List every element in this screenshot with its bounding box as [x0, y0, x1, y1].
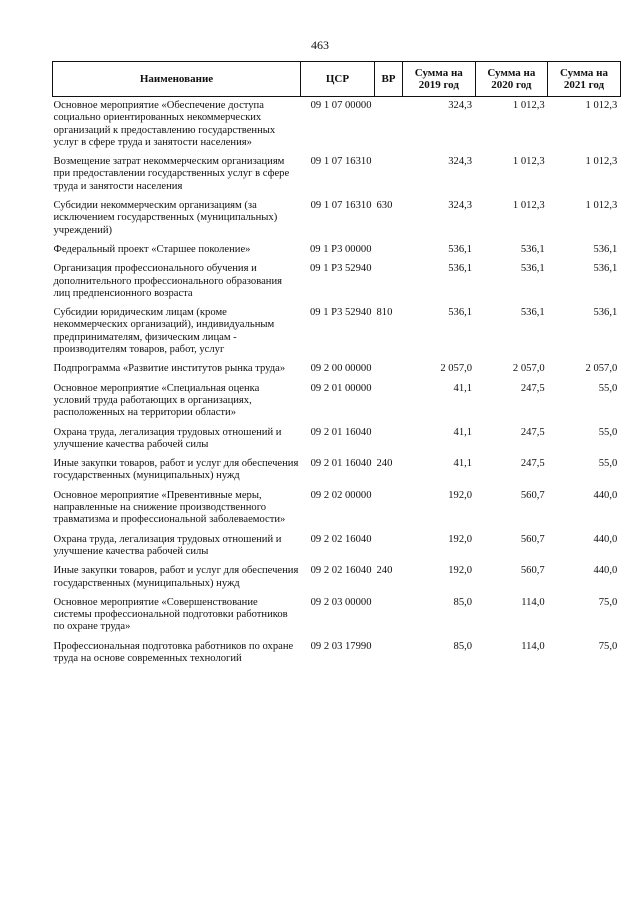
row-vr [375, 534, 403, 566]
row-sum-2019: 41,1 [453, 426, 473, 438]
table-header-row [53, 62, 621, 97]
header-sum-2021: Сумма на 2021 год [548, 62, 621, 97]
table-row [53, 641, 621, 673]
table-row [53, 244, 621, 263]
row-name: Основное мероприятие «Специальная оценка условий труда работающих в организациях, расположенных на территории области» [53, 382, 260, 419]
table-row [53, 534, 621, 566]
row-name: Основное мероприятие «Обеспечение доступа социально ориентированных некоммерческих организаций к предоставлению государственных услуг в сфере труда и занятости населения» [53, 100, 276, 148]
row-csr: 09 2 02 16040 [310, 565, 372, 577]
row-sum-2021: 1 012,3 [585, 100, 618, 111]
row-sum-2021: 55,0 [598, 426, 618, 438]
row-vr [375, 244, 403, 263]
row-sum-2019: 192,0 [448, 489, 473, 501]
row-sum-2020: 560,7 [520, 533, 545, 545]
row-sum-2021: 2 057,0 [585, 363, 618, 375]
row-sum-2020: 2 057,0 [512, 363, 545, 375]
row-name: Федеральный проект «Старшее поколение» [53, 243, 251, 255]
row-vr [375, 427, 403, 459]
row-sum-2020: 1 012,3 [512, 200, 545, 212]
table-row [53, 490, 621, 534]
row-name: Иные закупки товаров, работ и услуг для обеспечения государственных (муниципальных) нужд [53, 565, 299, 589]
row-sum-2021: 75,0 [598, 640, 618, 652]
row-vr [375, 363, 403, 382]
row-name: Возмещение затрат некоммерческим организациям при предоставлении государственных услуг в сфере труда и занятости населения [53, 156, 290, 192]
row-sum-2019: 324,3 [448, 100, 473, 111]
row-name: Иные закупки товаров, работ и услуг для обеспечения государственных (муниципальных) нужд [53, 458, 299, 482]
row-sum-2019: 192,0 [448, 565, 473, 577]
table-row [53, 200, 621, 244]
row-sum-2020: 1 012,3 [512, 156, 545, 168]
row-sum-2021: 1 012,3 [585, 200, 618, 212]
row-sum-2019: 41,1 [453, 382, 473, 394]
row-name: Основное мероприятие «Превентивные меры, направленные на снижение производственного травматизма и профессиональной заболеваемости» [53, 489, 286, 526]
table-row [53, 97, 621, 157]
row-vr [375, 641, 403, 673]
row-vr: 240 [376, 565, 393, 577]
row-sum-2019: 41,1 [453, 458, 473, 470]
page-number: 463 [311, 38, 329, 52]
row-vr [375, 490, 403, 534]
row-csr: 09 2 02 16040 [310, 533, 372, 545]
row-sum-2021: 440,0 [593, 565, 618, 577]
row-sum-2019: 192,0 [448, 533, 473, 545]
budget-table [52, 61, 621, 672]
row-sum-2021: 536,1 [593, 243, 618, 255]
row-csr: 09 2 01 16040 [310, 458, 372, 470]
table-row [53, 597, 621, 641]
row-csr: 09 2 01 16040 [310, 426, 372, 438]
row-sum-2020: 114,0 [521, 596, 545, 608]
row-sum-2019: 324,3 [448, 200, 473, 212]
row-sum-2019: 536,1 [448, 263, 473, 275]
row-sum-2019: 536,1 [448, 307, 473, 319]
row-vr [375, 97, 403, 157]
row-sum-2020: 560,7 [520, 565, 545, 577]
table-row [53, 156, 621, 200]
row-name: Профессиональная подготовка работников по охране труда на основе современных технологий [53, 640, 294, 664]
table-row [53, 307, 621, 363]
row-sum-2020: 114,0 [521, 640, 545, 652]
header-sum-2019: Сумма на 2019 год [403, 62, 476, 97]
row-sum-2019: 85,0 [453, 596, 473, 608]
row-sum-2021: 440,0 [593, 489, 618, 501]
table-row [53, 383, 621, 427]
header-vr: ВР [375, 62, 403, 97]
row-sum-2020: 247,5 [520, 458, 545, 470]
row-csr: 09 2 01 00000 [310, 382, 372, 394]
row-sum-2021: 1 012,3 [585, 156, 618, 168]
row-name: Подпрограмма «Развитие институтов рынка труда» [53, 363, 286, 375]
row-name: Охрана труда, легализация трудовых отношений и улучшение качества рабочей силы [53, 426, 282, 450]
row-name: Организация профессионального обучения и дополнительного профессионального образования лиц предпенсионного возраста [53, 263, 282, 299]
table-row [53, 565, 621, 597]
row-csr: 09 2 02 00000 [310, 489, 372, 501]
row-csr: 09 1 07 00000 [310, 100, 372, 111]
table-row [53, 263, 621, 307]
row-sum-2020: 247,5 [520, 382, 545, 394]
table-row [53, 427, 621, 459]
row-vr [375, 263, 403, 307]
row-vr: 240 [376, 458, 393, 470]
row-sum-2019: 2 057,0 [440, 363, 473, 375]
row-csr: 09 2 00 00000 [310, 363, 372, 375]
row-sum-2021: 536,1 [593, 263, 618, 275]
row-sum-2019: 85,0 [453, 640, 473, 652]
row-vr [375, 383, 403, 427]
row-vr [375, 156, 403, 200]
row-sum-2020: 536,1 [520, 243, 545, 255]
row-csr: 09 1 P3 52940 [309, 263, 372, 275]
row-vr [375, 597, 403, 641]
row-sum-2021: 55,0 [598, 382, 618, 394]
row-sum-2021: 440,0 [593, 533, 618, 545]
row-csr: 09 2 03 00000 [310, 596, 372, 608]
table-row [53, 363, 621, 382]
table-row [53, 458, 621, 490]
row-csr: 09 1 07 16310 [310, 156, 372, 168]
row-sum-2020: 1 012,3 [512, 100, 545, 111]
row-sum-2020: 560,7 [520, 489, 545, 501]
row-sum-2020: 536,1 [520, 307, 545, 319]
header-name: Наименование [53, 62, 301, 97]
row-name: Охрана труда, легализация трудовых отношений и улучшение качества рабочей силы [53, 533, 282, 557]
row-name: Субсидии юридическим лицам (кроме некоммерческих организаций), индивидуальным предпринимателям, физическим лицам - производителям товаров, работ, услуг [53, 307, 275, 356]
header-sum-2020: Сумма на 2020 год [475, 62, 548, 97]
header-csr: ЦСР [301, 62, 375, 97]
row-vr: 630 [376, 200, 393, 212]
row-name: Субсидии некоммерческим организациям (за исключением государственных (муниципальных) учреждений) [53, 200, 278, 236]
row-csr: 09 2 03 17990 [310, 640, 372, 652]
row-csr: 09 1 07 16310 [310, 200, 372, 212]
row-csr: 09 1 P3 00000 [309, 243, 372, 255]
row-sum-2021: 536,1 [593, 307, 618, 319]
row-sum-2020: 536,1 [520, 263, 545, 275]
row-sum-2021: 55,0 [598, 458, 618, 470]
row-vr: 810 [376, 307, 393, 319]
row-name: Основное мероприятие «Совершенствование системы профессиональной подготовки работников по охране труда» [53, 596, 288, 633]
row-sum-2019: 536,1 [448, 243, 473, 255]
row-sum-2021: 75,0 [598, 596, 618, 608]
row-csr: 09 1 P3 52940 [309, 307, 372, 319]
row-sum-2019: 324,3 [448, 156, 473, 168]
row-sum-2020: 247,5 [520, 426, 545, 438]
